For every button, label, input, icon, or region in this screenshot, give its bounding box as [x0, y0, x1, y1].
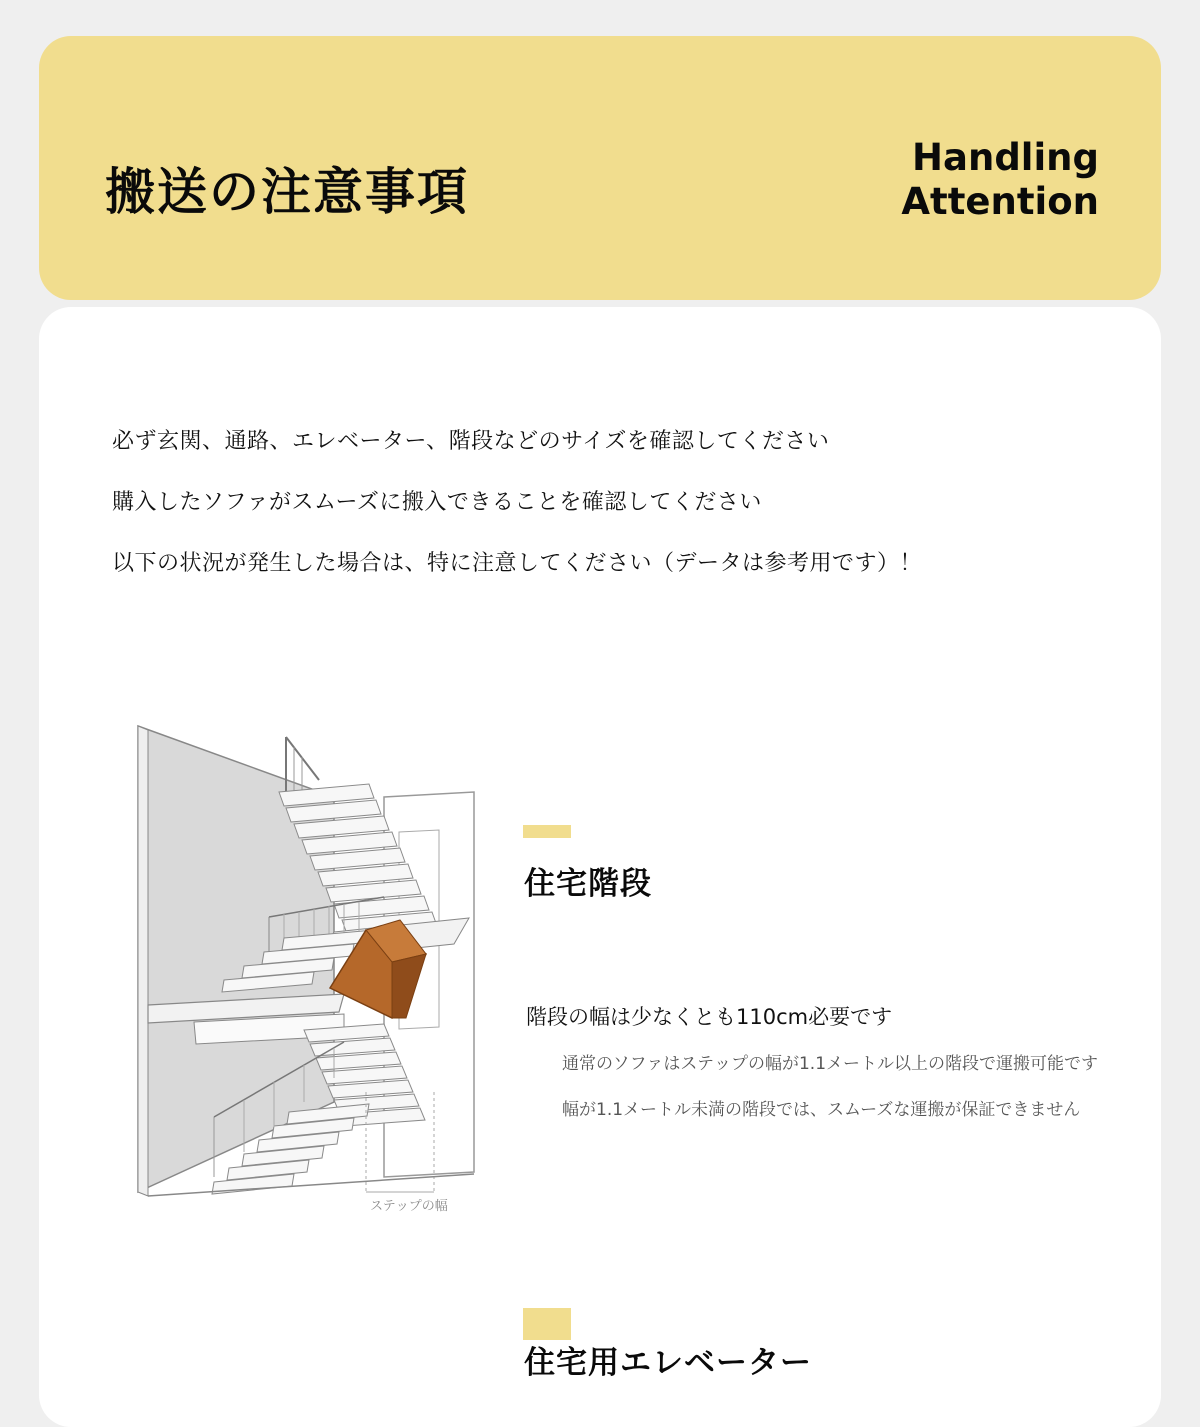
page-title: 搬送の注意事項: [105, 163, 469, 221]
elevator-section-title: 住宅用エレベーター: [524, 1345, 812, 1381]
stairs-note-2: 幅が1.1メートル未満の階段では、スムーズな運搬が保証できません: [562, 1100, 1081, 1120]
content-card: [39, 307, 1161, 1427]
header-banner: [39, 36, 1161, 300]
intro-line-3: 以下の状況が発生した場合は、特に注意してください（データは参考用です）！: [112, 551, 923, 576]
intro-text: [112, 427, 922, 610]
stairs-note-1: 通常のソファはステップの幅が1.1メートル以上の階段で運搬可能です: [562, 1054, 1099, 1074]
elevator-accent-bar: [523, 1308, 571, 1340]
stairs-section-title: 住宅階段: [524, 866, 652, 902]
subtitle-line-2: Attention: [901, 180, 1099, 223]
staircase-illustration: [134, 722, 484, 1217]
stairs-accent-bar: [523, 825, 571, 838]
stairs-lead-text: 階段の幅は少なくとも110cm必要です: [526, 1005, 893, 1029]
page-subtitle-en: [859, 136, 1099, 224]
intro-line-1: 必ず玄関、通路、エレベーター、階段などのサイズを確認してください: [112, 429, 830, 454]
step-width-label: ステップの幅: [370, 1199, 448, 1214]
intro-line-2: 購入したソファがスムーズに搬入できることを確認してください: [112, 490, 762, 515]
subtitle-line-1: Handling: [912, 136, 1099, 179]
